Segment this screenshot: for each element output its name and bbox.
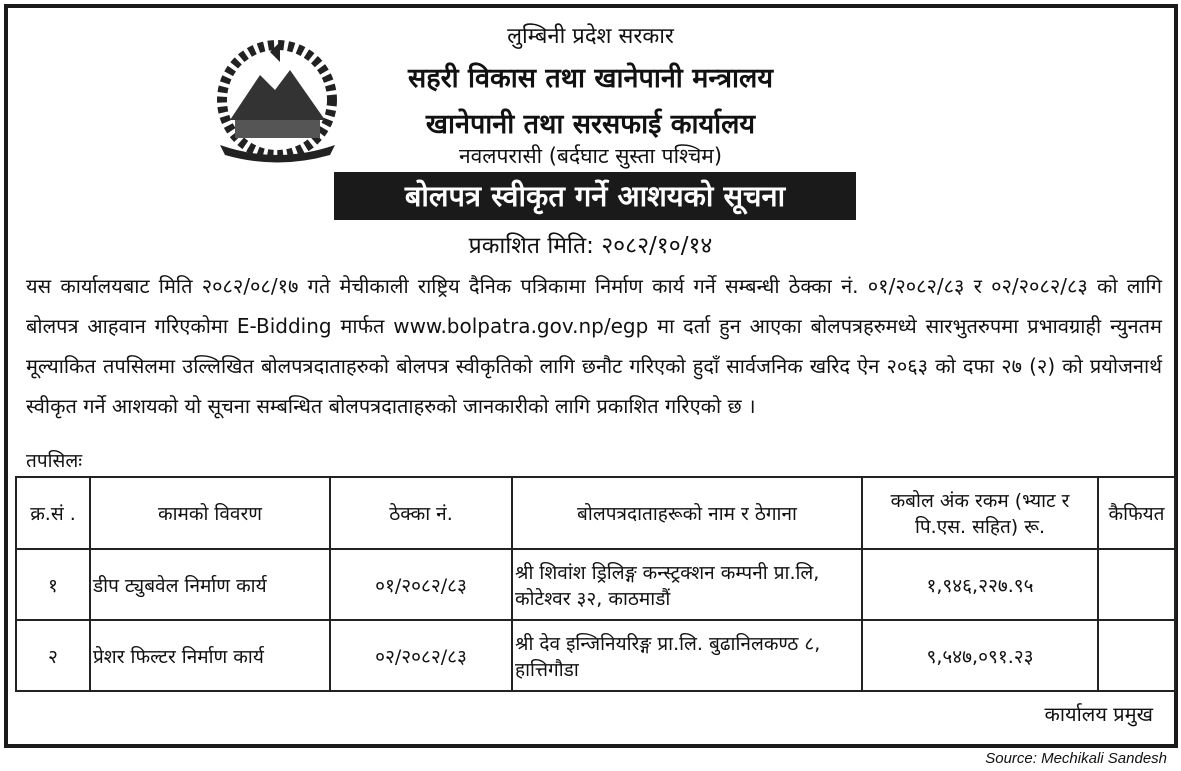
office-name: खानेपानी तथा सरसफाई कार्यालय: [425, 109, 756, 140]
office-location: नवलपरासी (बर्दघाट सुस्ता पश्चिम): [458, 144, 723, 168]
cell-bidder: श्री शिवांश ड्रिलिङ्ग कन्स्ट्रक्शन कम्पनी प्रा.लि, कोटेश्वर ३२, काठमाडौं: [512, 549, 862, 620]
col-bidder: बोलपत्रदाताहरूको नाम र ठेगाना: [512, 477, 862, 549]
notice-body: यस कार्यालयबाट मिति २०८२/०८/१७ गते मेचीकाली राष्ट्रिय दैनिक पत्रिकामा निर्माण कार्य गर्ने सम्बन्धी ठेक्का नं. ०१/२०८२/८३ र ०२/२०८२/८३ को लागि बोलपत्र आहवान गरिएकोमा E-Bidding मार्फत www.bolpatra.gov.np/egp मा दर्ता हुन आएका बोलपत्रहरुमध्ये सारभुतरुपमा प्रभावग्राही न्युनतम मूल्याकित तपसिलमा उल्लिखित बोलपत्रदाताहरुको बोलपत्र स्वीकृतिको लागि छनौट गरिएको हुदाँ सार्वजनिक खरिद ऐन २०६३ को दफा २७ (२) को प्रयोजनार्थ स्वीकृत गर्ने आशयको यो सूचना सम्बन्धित बोलपत्रदाताहरुको जानकारीको लागि प्रकाशित गरिएको छ ।: [26, 274, 1162, 418]
col-amount: कबोल अंक रकम (भ्याट र पि.एस. सहित) रू.: [862, 477, 1098, 549]
tapasil-label: तपसिलः: [26, 450, 83, 472]
cell-amount: ९,५४७,०९१.२३: [862, 620, 1098, 691]
notice-title: बोलपत्र स्वीकृत गर्ने आशयको सूचना: [334, 172, 856, 220]
province-name: लुम्बिनी प्रदेश सरकार: [507, 24, 674, 49]
table-row: [16, 620, 1175, 691]
source-credit: Source: Mechikali Sandesh: [985, 750, 1167, 767]
bid-table: [15, 476, 1176, 692]
published-date: प्रकाशित मिति: २०८२/१०/१४: [468, 233, 713, 259]
col-remarks: कैफियत: [1098, 477, 1175, 549]
ministry-name: सहरी विकास तथा खानेपानी मन्त्रालय: [407, 63, 773, 94]
cell-sn: १: [16, 549, 90, 620]
cell-contract: ०१/२०८२/८३: [330, 549, 512, 620]
cell-sn: २: [16, 620, 90, 691]
cell-remarks: [1098, 620, 1175, 691]
table-header-row: [16, 477, 1175, 549]
col-sn: क्र.सं .: [16, 477, 90, 549]
cell-amount: १,९४६,२२७.९५: [862, 549, 1098, 620]
cell-work: प्रेशर फिल्टर निर्माण कार्य: [90, 620, 330, 691]
signature-office-chief: कार्यालय प्रमुख: [1044, 702, 1153, 726]
cell-work: डीप ट्युबवेल निर्माण कार्य: [90, 549, 330, 620]
table-row: [16, 549, 1175, 620]
col-contract: ठेक्का नं.: [330, 477, 512, 549]
cell-remarks: [1098, 549, 1175, 620]
cell-contract: ०२/२०८२/८३: [330, 620, 512, 691]
col-work: कामको विवरण: [90, 477, 330, 549]
cell-bidder: श्री देव इन्जिनियरिङ्ग प्रा.लि. बुढानिलकण्ठ ८, हात्तिगौडा: [512, 620, 862, 691]
